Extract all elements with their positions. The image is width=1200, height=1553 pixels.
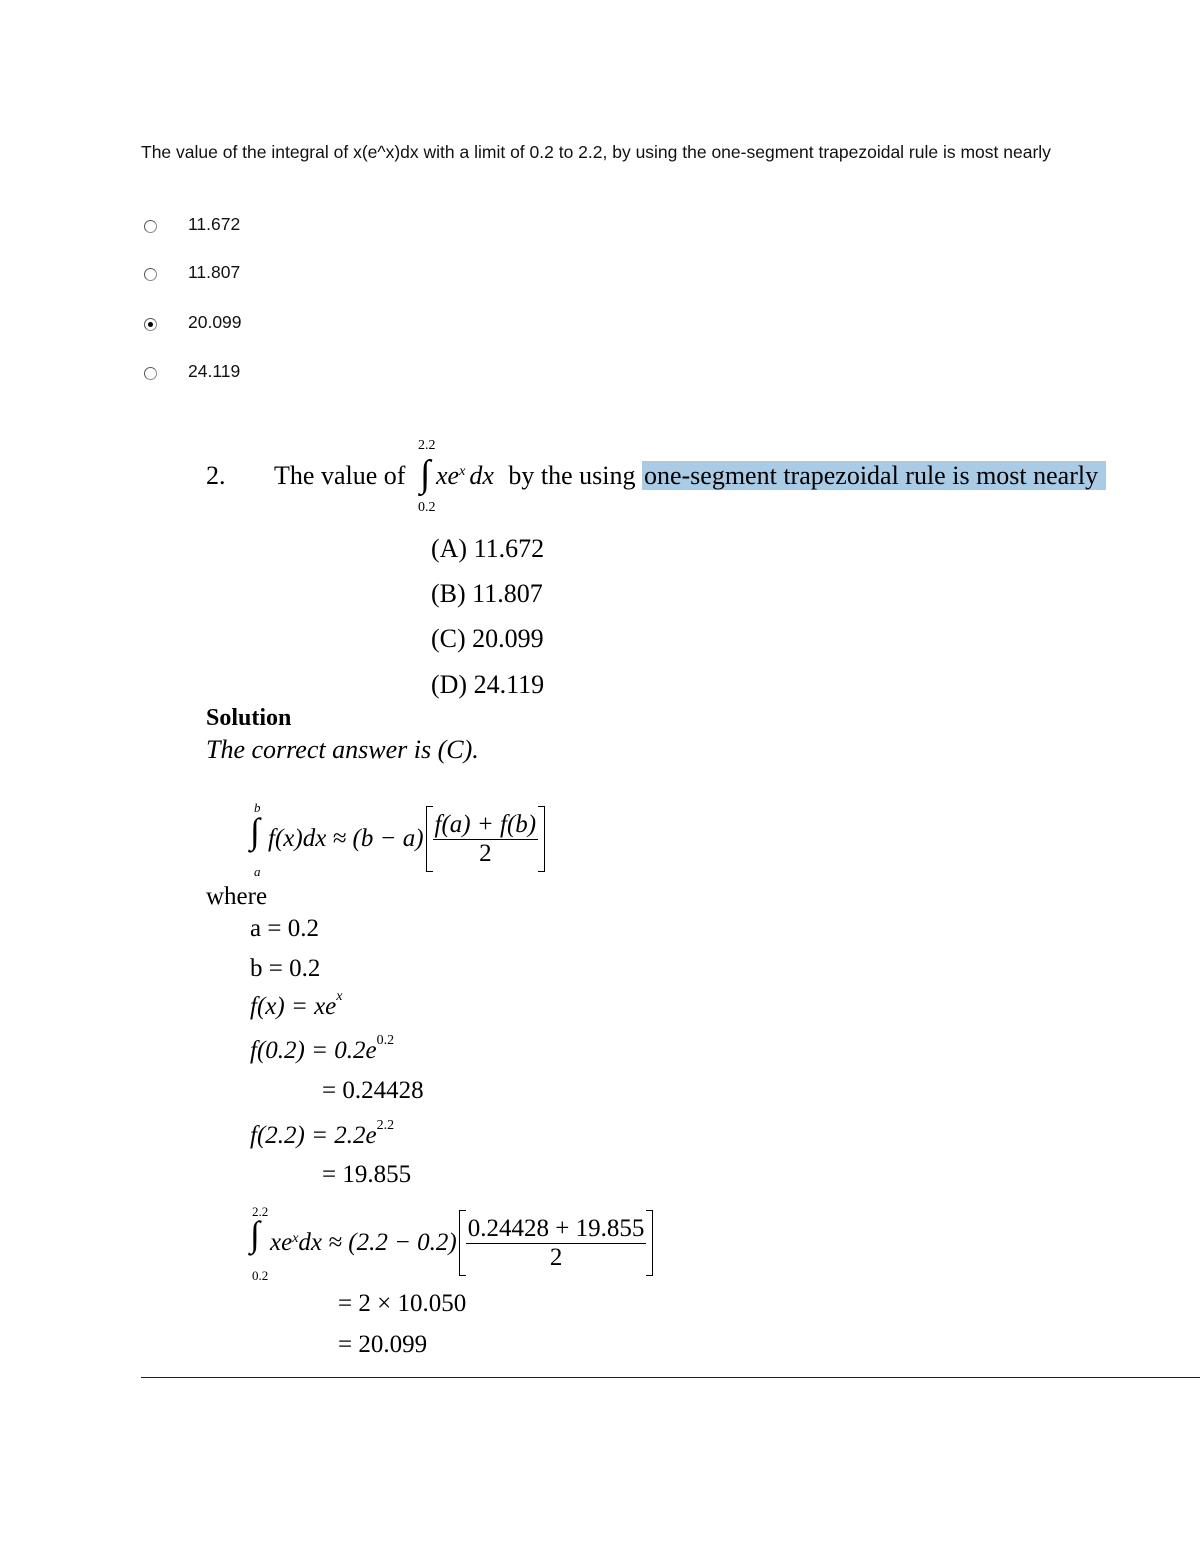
right-bracket <box>646 1210 653 1276</box>
radio-button[interactable] <box>144 220 157 233</box>
right-bracket <box>538 806 545 872</box>
final-step-1: = 2 × 10.050 <box>338 1290 467 1317</box>
radio-button[interactable] <box>144 367 157 380</box>
choice-c: (C) 20.099 <box>431 624 544 653</box>
radio-button-selected[interactable] <box>144 318 157 331</box>
left-bracket <box>459 1210 466 1276</box>
option-row[interactable] <box>144 260 240 284</box>
page-divider <box>141 1377 1200 1378</box>
f02-definition <box>250 1033 395 1065</box>
f22-result: = 19.855 <box>322 1161 412 1188</box>
fx-lhs: f(x) = xe <box>250 993 337 1020</box>
choice-a: (A) 11.672 <box>431 534 545 563</box>
formula-numerator: f(a) + f(b) <box>434 810 537 838</box>
left-bracket <box>426 806 433 872</box>
fx-definition <box>250 989 343 1021</box>
solution-heading: Solution <box>206 705 292 731</box>
final-upper-limit: 2.2 <box>252 1204 269 1219</box>
final-numerator: 0.24428 + 19.855 <box>467 1214 645 1242</box>
final-lower-limit: 0.2 <box>252 1268 269 1283</box>
integrand-exponent: x <box>459 464 466 479</box>
option-row[interactable] <box>144 212 240 236</box>
f22-definition <box>250 1118 395 1150</box>
final-denominator: 2 <box>549 1243 563 1271</box>
option-label: 20.099 <box>188 311 242 332</box>
final-fraction <box>466 1215 647 1272</box>
f22-exponent: 2.2 <box>376 1118 395 1133</box>
radio-button[interactable] <box>144 268 157 281</box>
trapezoidal-formula <box>268 806 545 872</box>
f02-result: = 0.24428 <box>322 1077 424 1104</box>
final-exponent: x <box>292 1231 299 1246</box>
where-label: where <box>206 883 268 910</box>
option-label: 11.672 <box>188 213 241 234</box>
def-a: a = 0.2 <box>250 915 319 942</box>
option-row[interactable] <box>144 310 242 334</box>
differential: dx <box>469 461 494 490</box>
choice-b: (B) 11.807 <box>431 579 543 608</box>
final-integrand: xe <box>270 1229 293 1256</box>
highlighted-text: one-segment trapezoidal rule is most nearly <box>642 461 1106 490</box>
integral-lower-limit: 0.2 <box>418 500 436 515</box>
integrand: xe <box>436 461 460 490</box>
formula-denominator: 2 <box>479 839 492 867</box>
question-text-before: The value of <box>274 461 406 490</box>
solution-answer: The correct answer is (C). <box>206 735 479 764</box>
integral-expression <box>436 460 1106 492</box>
integral-upper-limit: 2.2 <box>418 438 436 453</box>
choice-d: (D) 24.119 <box>431 670 545 699</box>
question-number: 2. <box>206 461 226 490</box>
final-step-2: = 20.099 <box>338 1331 428 1358</box>
integral-sign: ∫ <box>420 453 431 495</box>
f02-lhs: f(0.2) = 0.2e <box>250 1037 377 1064</box>
final-integral-sign: ∫ <box>250 1214 260 1254</box>
formula-lhs: f(x)dx ≈ (b − a) <box>268 825 424 852</box>
option-label: 11.807 <box>188 261 241 282</box>
question-text: The value of the integral of x(e^x)dx with a limit of 0.2 to 2.2, by using the one-segment trapezoidal rule is most nearly <box>141 142 1051 162</box>
question-text-after: by the using <box>508 461 636 490</box>
fx-exponent: x <box>336 989 343 1004</box>
formula-upper-limit: b <box>254 800 261 815</box>
final-integral <box>270 1210 653 1276</box>
f22-lhs: f(2.2) = 2.2e <box>250 1122 377 1149</box>
def-b: b = 0.2 <box>250 955 321 982</box>
document-question <box>206 460 405 492</box>
final-rest: dx ≈ (2.2 − 0.2) <box>298 1229 457 1256</box>
formula-integral-sign: ∫ <box>250 811 260 851</box>
formula-fraction <box>433 811 539 868</box>
f02-exponent: 0.2 <box>376 1033 395 1048</box>
option-label: 24.119 <box>188 360 241 381</box>
option-row[interactable] <box>144 359 240 383</box>
formula-lower-limit: a <box>254 864 261 879</box>
